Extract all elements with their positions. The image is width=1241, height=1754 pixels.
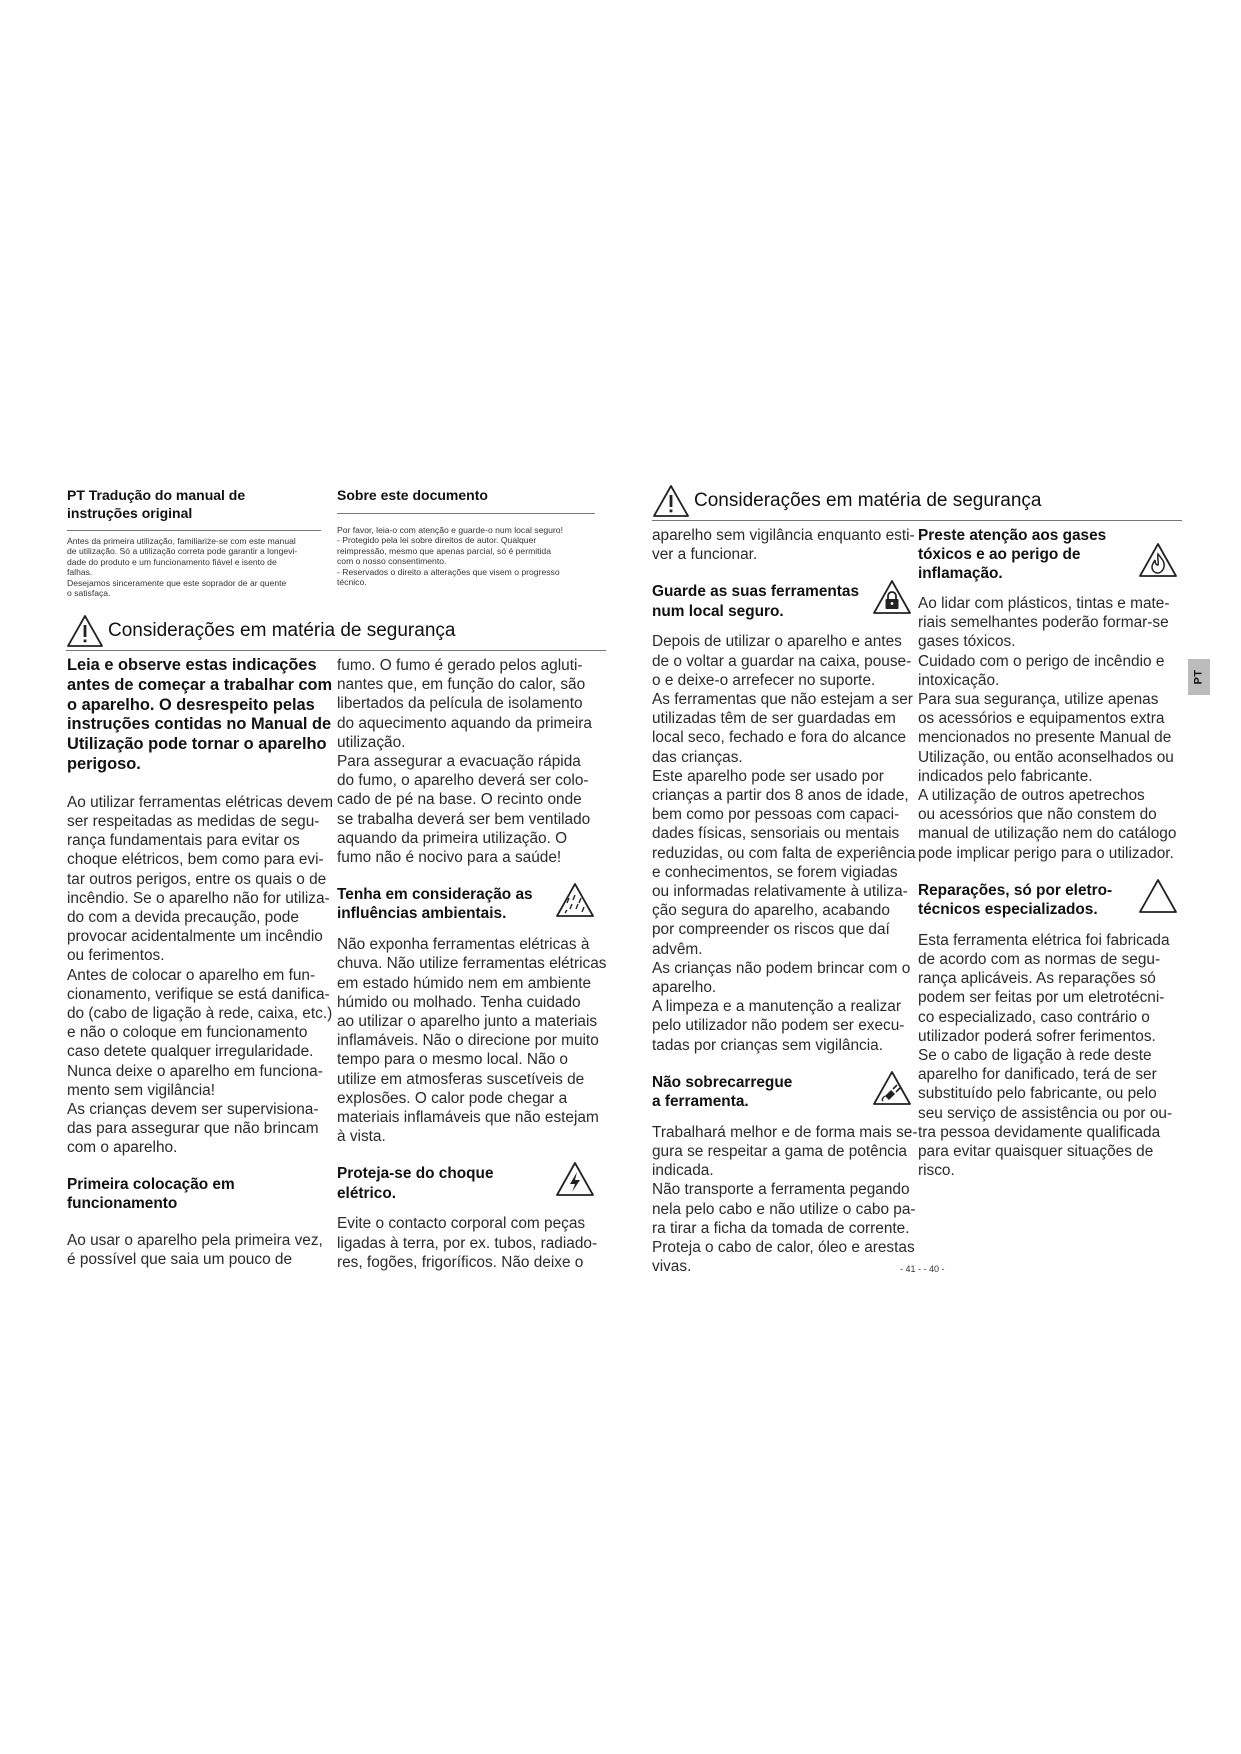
- toxic-gas-heading: Preste atenção aos gases tóxicos e ao perigo de inflamação.: [918, 527, 1107, 583]
- warning-triangle-icon: [66, 614, 104, 648]
- overload-text: Trabalhará melhor e de forma mais se- gura se respeitar a gama de potência indicada. Não transporte a ferramenta pegando nela pelo cabo e não utilize o cabo pa- ra tirar a ficha da tomada de corrente. Proteja o cabo de calor, óleo e arestas vivas.: [652, 1123, 918, 1276]
- language-tab-label: PT: [1193, 669, 1205, 685]
- repairs-text: Esta ferramenta elétrica foi fabricada de acordo com as normas de segu- rança aplicáveis. As reparações só podem ser feitas por um eletrotécni- co especializado, caso contrário o utilizador poderá sofrer ferimentos. Se o cabo de ligação à rede deste aparelho for danificado, terá de ser substituído pelo fabricante, ou pelo seu serviço de assistência ou por ou- tra pessoa devidamente qualificada para evitar quaisquer situações de risco.: [918, 931, 1173, 1180]
- safe-storage-heading: Guarde as suas ferramentas num local seguro.: [652, 583, 860, 620]
- language-tab: [1188, 659, 1210, 695]
- header-divider: [67, 530, 321, 531]
- overload-heading: Não sobrecarregue a ferramenta.: [652, 1073, 793, 1111]
- about-document-body-block: [337, 525, 607, 587]
- page-number-right: - 40 -: [923, 1264, 945, 1274]
- manual-header-body: Antes da primeira utilização, familiarize-se com este manual de utilização. Só a utilização correta pode garantir a longevi- dade do produto e um funcionamento fiável e isento de falhas. Desejamos sinceramente que este soprador de ar quente o satisfaça.: [67, 536, 298, 599]
- manual-header: [67, 487, 317, 522]
- safety-section-heading-left: [66, 614, 606, 650]
- environment-text: Não exponha ferramentas elétricas à chuva. Não utilize ferramentas elétricas em estado húmido nem em ambiente húmido ou molhado. Tenha cuidado ao utilizar o aparelho junto a materiais inflamáveis. Não o direcione por muito tempo para o mesmo local. Não o utilize em atmosferas suscetíveis de explosões. O calor pode chegar a materiais inflamáveis que não estejam à vista.: [337, 936, 607, 1146]
- first-use-heading: Primeira colocação em funcionamento: [67, 1175, 235, 1212]
- about-divider: [337, 513, 595, 514]
- storage-section-head: [652, 582, 922, 622]
- fire-hazard-icon: [1138, 542, 1178, 578]
- lock-warning-icon: [872, 579, 912, 615]
- safe-storage-text: Depois de utilizar o aparelho e antes de o voltar a guardar na caixa, pouse- o e deixe-o arrefecer no suporte. As ferramentas que não estejam a ser utilizadas têm de ser guardadas em local seco, fechado e fora do alcance das crianças. Este aparelho pode ser usado por crianças a partir dos 8 anos de idade, bem como por pessoas com capaci- dades físicas, sensoriais ou mentais reduzidas, ou com falta de experiência e conhecimentos, se forem vigiadas ou informadas relativamente à utiliza- ção segura do aparelho, acabando por compreender os riscos que daí advêm. As crianças não podem brincar com o aparelho. A limpeza e a manutenção a realizar pelo utilizador não podem ser execu- tadas por crianças sem vigilância.: [652, 633, 916, 1054]
- intro-warning-text: Leia e observe estas indicações antes de começar a trabalhar com o aparelho. O desrespeito pelas instruções contidas no Manual de Utilização pode tornar o aparelho perigoso.: [67, 656, 333, 773]
- manual-header-body-block: [67, 536, 327, 598]
- supervision-text: aparelho sem vigilância enquanto esti- ver a funcionar.: [652, 527, 915, 564]
- electric-shock-heading: Proteja-se do choque elétrico.: [337, 1165, 494, 1202]
- about-document-body: Por favor, leia-o com atenção e guarde-o num local seguro! - Protegido pela lei sobre direitos de autor. Qualquer reimpressão, mesmo que apenas parcial, só é permitida com o nosso consentimento. - Reservados o direito a alterações que visem o progresso técnico.: [337, 525, 563, 588]
- manual-header-title: PT Tradução do manual de instruções original: [67, 487, 246, 521]
- toxic-gas-text: Ao lidar com plásticos, tintas e mate- riais semelhantes poderão formar-se gases tóxicos. Cuidado com o perigo de incêndio e intoxicação. Para sua segurança, utilize apenas os acessórios e equipamentos extra mencionados no presente Manual de Utilização, ou então aconselhados ou indicados pelo fabricante. A utilização de outros apetrechos ou acessórios que não constem do manual de utilização nem do catálogo pode implicar perigo para o utilizador.: [918, 595, 1177, 862]
- page-number-left: - 41 -: [900, 1264, 922, 1274]
- first-use-continued-text: fumo. O fumo é gerado pelos agluti- nantes que, em função do calor, são libertados da película de isolamento do aquecimento aquando da primeira utilização. Para assegurar a evacuação rápida do fumo, o aparelho deverá ser colo- cado de pé na base. O recinto onde se trabalha deverá ser bem ventilado aquando da primeira utilização. O fumo não é nocivo para a saúde!: [337, 657, 592, 867]
- page-numbers: [900, 1264, 945, 1275]
- repairs-section-head: [918, 881, 1180, 921]
- about-document-title: Sobre este documento: [337, 487, 488, 503]
- toxic-gas-section-head: [918, 526, 1180, 584]
- safety-heading-text-right: Considerações em matéria de segurança: [694, 490, 1042, 511]
- overload-section-head: [652, 1073, 922, 1113]
- environment-heading: Tenha em consideração as influências ambientais.: [337, 886, 533, 923]
- right-column-1: [652, 526, 922, 1277]
- electric-shock-text: Evite o contacto corporal com peças ligadas à terra, por ex. tubos, radiado- res, fogões, frigoríficos. Não deixe o: [337, 1215, 598, 1271]
- safety-heading-text-left: Considerações em matéria de segurança: [108, 620, 456, 641]
- right-column-2: [918, 526, 1180, 1180]
- about-document: [337, 487, 597, 505]
- caution-triangle-icon: [1138, 878, 1178, 914]
- shock-section-head: [337, 1164, 609, 1204]
- first-use-text: Ao usar o aparelho pela primeira vez, é possível que saia um pouco de: [67, 1232, 323, 1269]
- safety-divider-left: [66, 650, 606, 651]
- left-column-2: [337, 656, 609, 1272]
- warning-triangle-icon: [652, 484, 690, 518]
- electric-shock-icon: [555, 1161, 595, 1197]
- plug-warning-icon: [872, 1070, 912, 1106]
- general-safety-text: Ao utilizar ferramentas elétricas devem ser respeitadas as medidas de segu- rança fundamentais para evitar os choque elétricos, bem como para evi- tar outros perigos, entre os quais o de incêndio. Se o aparelho não for utiliza- do com a devida precaução, pode provocar acidentalmente um incêndio ou ferimentos. Antes de colocar o aparelho em fun- cionamento, verifique se está danifica- do (cabo de ligação à rede, caixa, etc.) e não o coloque em funcionamento caso detete qualquer irregularidade. Nunca deixe o aparelho em funciona- mento sem vigilância! As crianças devem ser supervisiona- das para assegurar que não brincam com o aparelho.: [67, 793, 334, 1157]
- environment-section-head: [337, 885, 609, 925]
- left-column-1: [67, 656, 337, 1269]
- safety-divider-right: [652, 520, 1182, 521]
- safety-section-heading-right: [652, 484, 1182, 520]
- environment-hazard-icon: [555, 882, 595, 918]
- repairs-heading: Reparações, só por eletro- técnicos especializados.: [918, 881, 1113, 919]
